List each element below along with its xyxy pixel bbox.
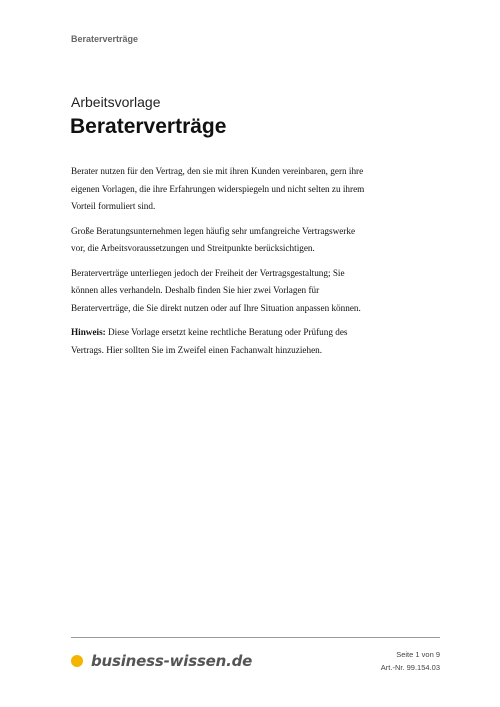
paragraph: Beraterverträge unterliegen jedoch der Freiheit der Vertragsgestaltung; Sie können alles verhandeln. Deshalb finden Sie hier zwei Vorlagen für Beraterverträge, die Sie direkt nutzen oder auf Ihre Situation anpassen können.	[71, 267, 361, 313]
note-label: Hinweis:	[71, 327, 106, 337]
brand-name: business-wissen.de	[91, 652, 253, 670]
brand-dot-icon	[71, 655, 83, 667]
footer-divider	[71, 637, 440, 638]
document-kicker: Arbeitsvorlage	[71, 94, 161, 110]
document-title: Beraterverträge	[70, 115, 227, 138]
page-number: Seite 1 von 9	[396, 650, 440, 659]
running-header: Beraterverträge	[71, 34, 139, 44]
footer-meta	[381, 648, 440, 674]
brand-logo	[71, 650, 252, 672]
note-text: Diese Vorlage ersetzt keine rechtliche Beratung oder Prüfung des Vertrags. Hier sollten Sie im Zweifel einen Fachanwalt hinzuziehen.	[71, 327, 348, 355]
paragraph: Berater nutzen für den Vertrag, den sie mit ihren Kunden vereinbaren, gern ihre eigenen Vorlagen, die ihre Erfahrungen widerspiegeln und nicht selten zu ihrem Vorteil formuliert sind.	[71, 166, 365, 211]
article-number: Art.-Nr. 99.154.03	[380, 663, 440, 672]
paragraph: Große Beratungsunternehmen legen häufig sehr umfangreiche Vertragswerke vor, die Arbeitsvoraussetzungen und Streitpunkte berücksichtigen.	[71, 225, 356, 253]
note-paragraph	[71, 324, 371, 359]
document-body	[71, 163, 371, 366]
